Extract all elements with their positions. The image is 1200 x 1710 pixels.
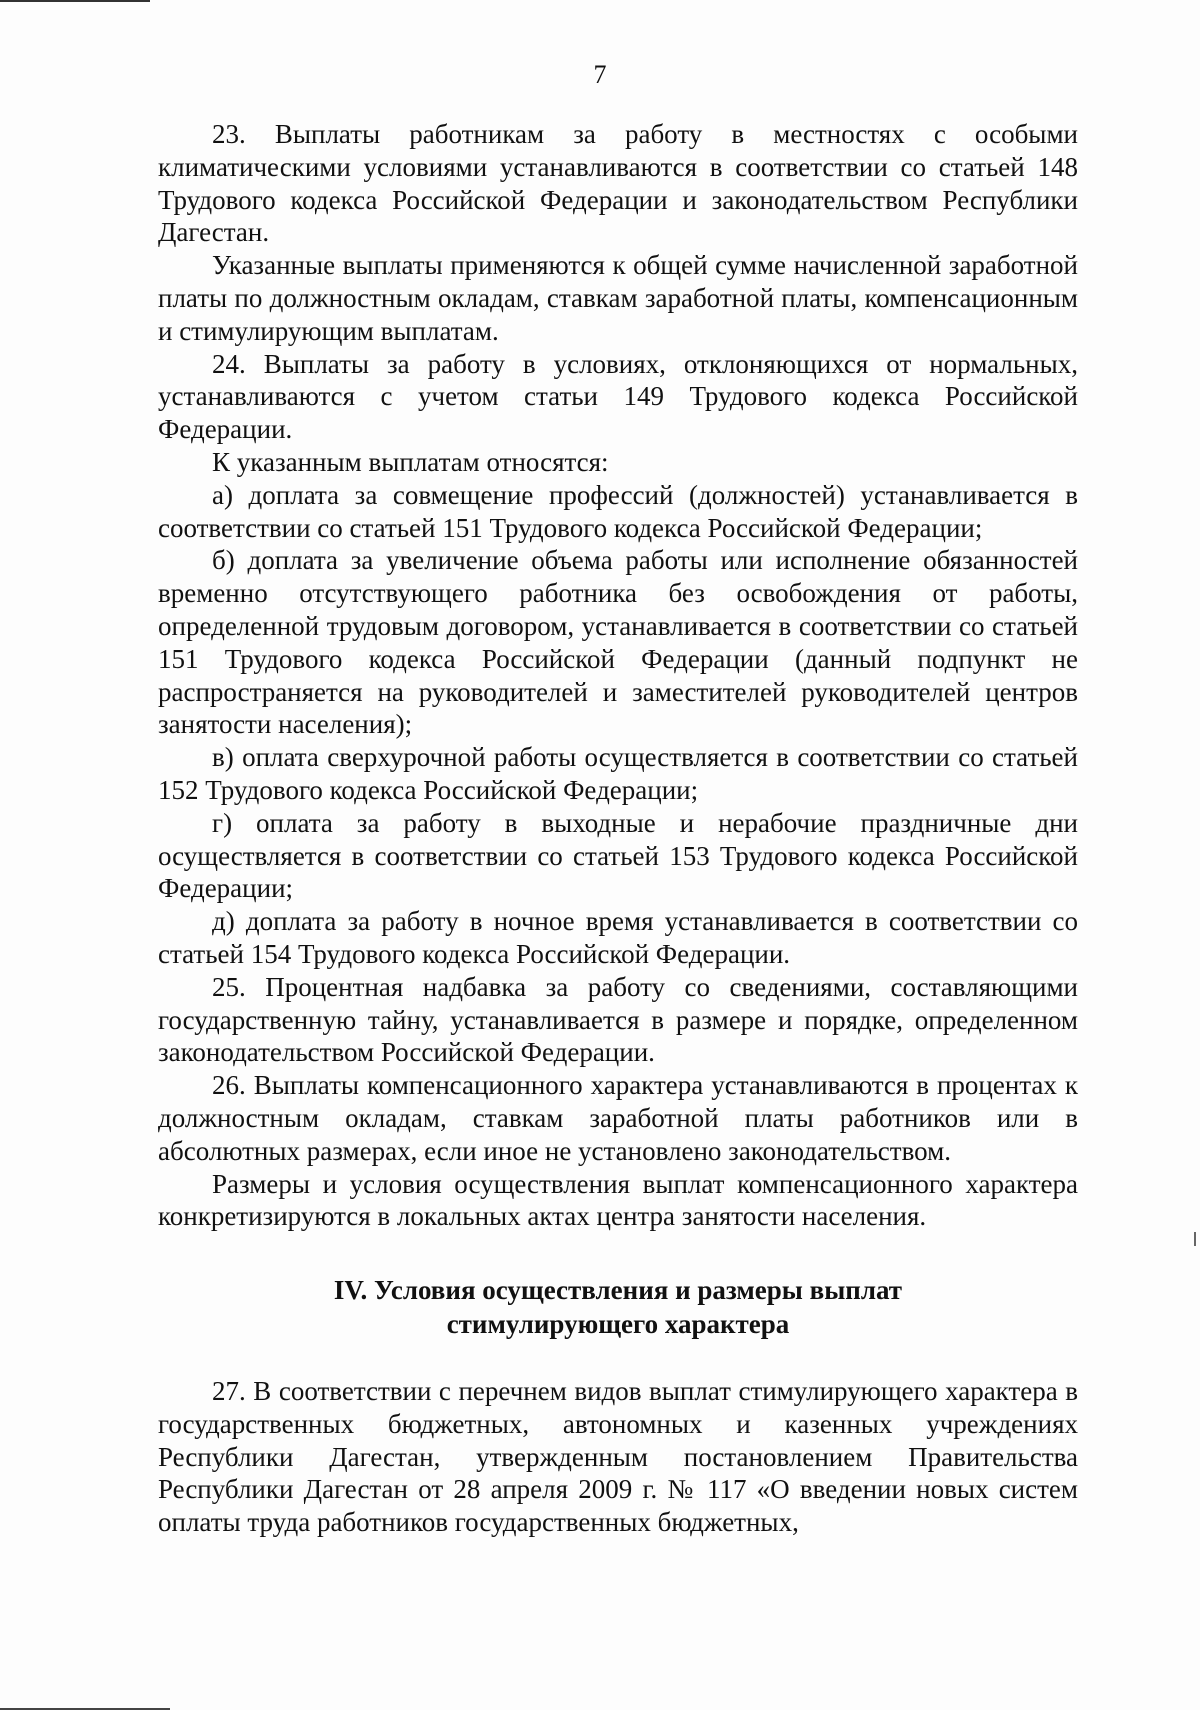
paragraph-24-intro: К указанным выплатам относятся: — [212, 446, 609, 477]
section-heading — [158, 1273, 1078, 1341]
page-number: 7 — [593, 60, 607, 89]
paragraph-23-note: Указанные выплаты применяются к общей сумме начисленной заработной платы по должностным окладам, ставкам заработной платы, компенсационным и стимулирующим выплатам. — [158, 250, 1078, 346]
paragraph-26: 26. Выплаты компенсационного характера устанавливаются в процентах к должностным окладам, ставкам заработной платы работников или в абсолютных размерах, если иное не установлено законодательством. — [158, 1070, 1078, 1166]
section-heading-line2: стимулирующего характера — [446, 1309, 790, 1340]
scan-margin-mark — [1194, 1232, 1196, 1246]
scan-edge-mark — [0, 0, 150, 2]
list-item-v: в) оплата сверхурочной работы осуществляется в соответствии со статьей 152 Трудового кодекса Российской Федерации; — [158, 742, 1078, 805]
document-body — [158, 118, 1078, 1539]
paragraph-23: 23. Выплаты работникам за работу в местностях с особыми климатическими условиями устанавливаются в соответствии со статьей 148 Трудового кодекса Российской Федерации и законодательством Республики Дагестан. — [158, 119, 1078, 248]
paragraph-26-note: Размеры и условия осуществления выплат компенсационного характера конкретизируются в локальных актах центра занятости населения. — [158, 1168, 1078, 1232]
list-item-b: б) доплата за увеличение объема работы или исполнение обязанностей временно отсутствующего работника без освобождения от работы, определенной трудовым договором, устанавливается в соответствии со статьей 151 Трудового кодекса Российской Федерации (данный подпункт не распространяется на руководителей и заместителей руководителей центров занятости населения); — [158, 545, 1078, 740]
list-item-a: а) доплата за совмещение профессий (должностей) устанавливается в соответствии со статьей 151 Трудового кодекса Российской Федерации; — [158, 479, 1078, 543]
paragraph-24: 24. Выплаты за работу в условиях, отклоняющихся от нормальных, устанавливаются с учетом статьи 149 Трудового кодекса Российской Федерации. — [158, 348, 1078, 445]
section-heading-line1: IV. Условия осуществления и размеры выплат — [333, 1275, 903, 1306]
list-item-g: г) оплата за работу в выходные и нерабочие праздничные дни осуществляется в соответствии со статьей 153 Трудового кодекса Российской Федерации; — [158, 807, 1078, 904]
paragraph-27: 27. В соответствии с перечнем видов выплат стимулирующего характера в государственных бюджетных, автономных и казенных учреждениях Республики Дагестан, утвержденным постановлением Правительства Республики Дагестан от 28 апреля 2009 г. № 117 «О введении новых систем оплаты труда работников государственных бюджетных, — [158, 1376, 1078, 1538]
list-item-d: д) доплата за работу в ночное время устанавливается в соответствии со статьей 154 Трудового кодекса Российской Федерации. — [158, 906, 1078, 969]
paragraph-25: 25. Процентная надбавка за работу со сведениями, составляющими государственную тайну, устанавливается в размере и порядке, определенном законодательством Российской Федерации. — [158, 971, 1078, 1068]
